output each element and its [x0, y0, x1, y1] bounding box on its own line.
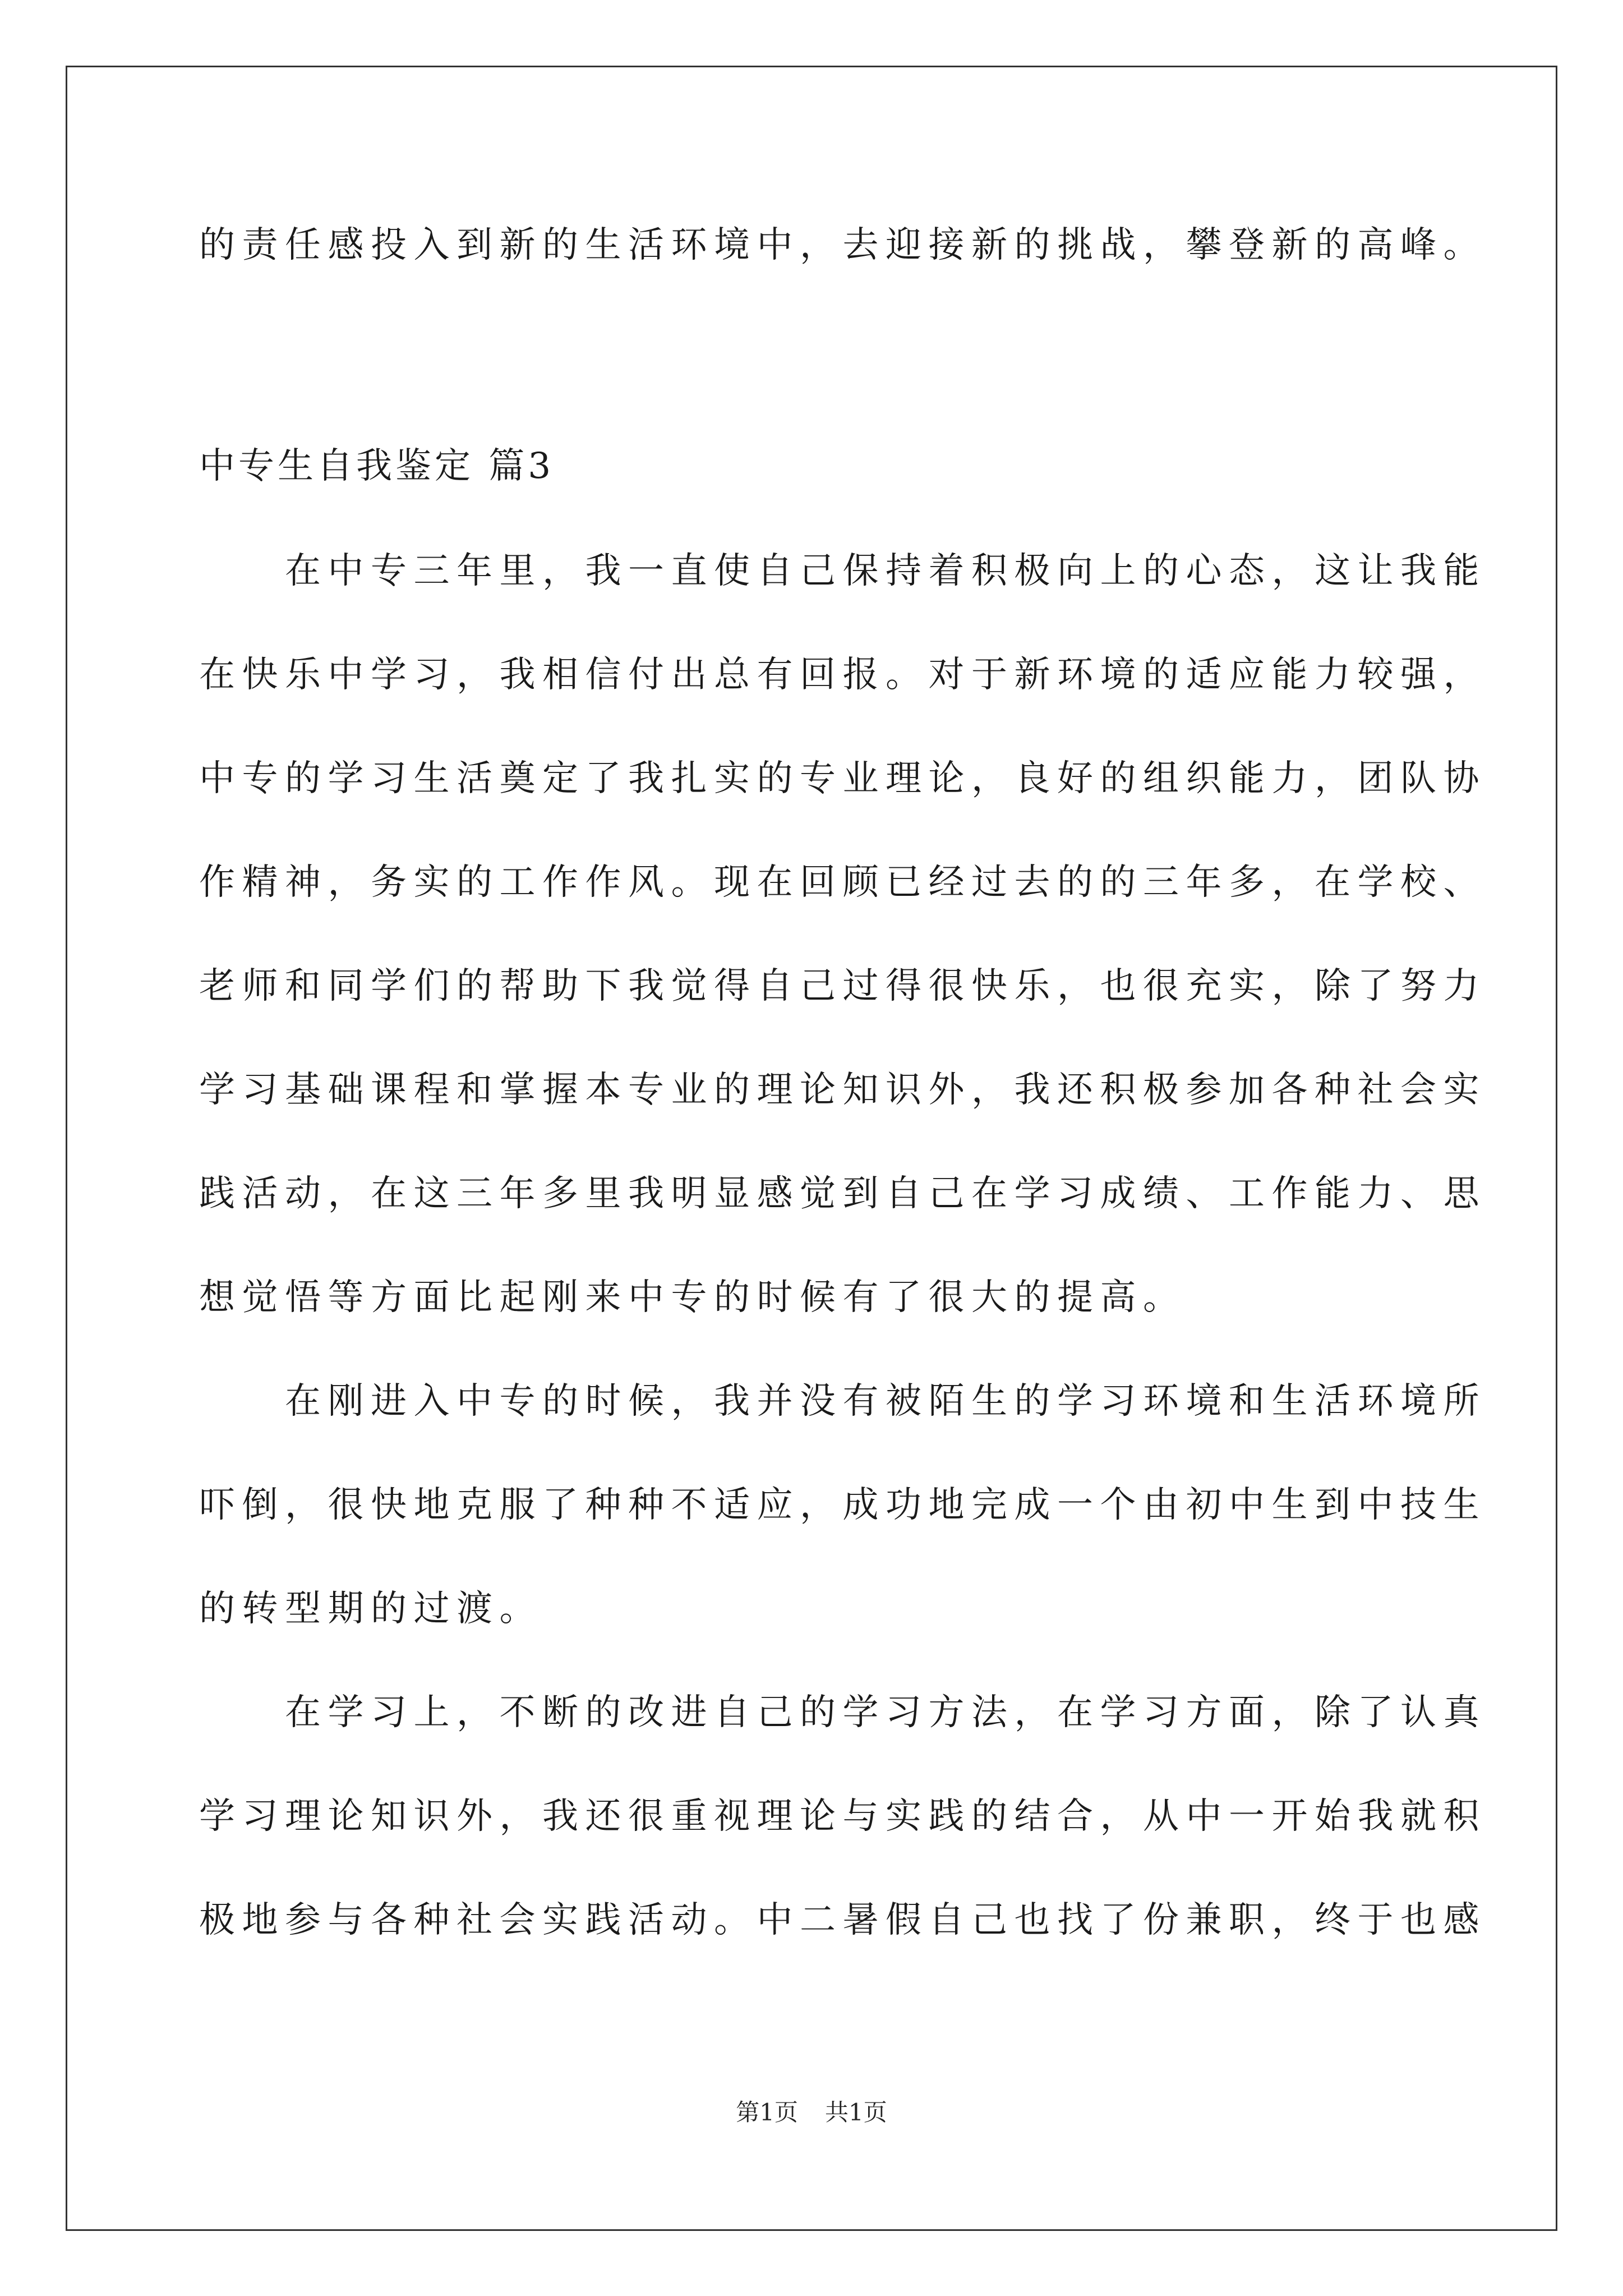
paragraph-line: 吓倒，很快地克服了种种不适应，成功地完成一个由初中生到中技生 [199, 1484, 1486, 1526]
intro-line: 的责任感投入到新的生活环境中，去迎接新的挑战，攀登新的高峰。 [199, 224, 1486, 266]
paragraph-line: 学习基础课程和掌握本专业的理论知识外，我还积极参加各种社会实 [199, 1069, 1486, 1111]
paragraph-line: 想觉悟等方面比起刚来中专的时候有了很大的提高。 [199, 1277, 1186, 1318]
page-total: 共1页 [825, 2099, 887, 2126]
paragraph-line: 中专的学习生活奠定了我扎实的专业理论，良好的组织能力，团队协 [199, 758, 1486, 799]
page-number: 第1页 [736, 2099, 798, 2126]
paragraph-line: 的转型期的过渡。 [199, 1588, 542, 1630]
paragraph-line: 在刚进入中专的时候，我并没有被陌生的学习环境和生活环境所 [199, 1381, 1486, 1422]
paragraph-line: 老师和同学们的帮助下我觉得自己过得很快乐，也很充实，除了努力 [199, 965, 1486, 1007]
paragraph-line: 在中专三年里，我一直使自己保持着积极向上的心态，这让我能 [199, 550, 1486, 592]
paragraph-line: 践活动，在这三年多里我明显感觉到自己在学习成绩、工作能力、思 [199, 1173, 1486, 1214]
paragraph-line: 在快乐中学习，我相信付出总有回报。对于新环境的适应能力较强， [199, 654, 1486, 696]
page-footer [0, 2101, 1623, 2124]
paragraph-line: 学习理论知识外，我还很重视理论与实践的结合，从中一开始我就积 [199, 1796, 1486, 1837]
section-title: 中专生自我鉴定 篇3 [199, 445, 555, 487]
paragraph-line: 作精神，务实的工作作风。现在回顾已经过去的的三年多，在学校、 [199, 862, 1486, 903]
paragraph-line: 极地参与各种社会实践活动。中二暑假自己也找了份兼职，终于也感 [199, 1899, 1486, 1941]
paragraph-line: 在学习上，不断的改进自己的学习方法，在学习方面，除了认真 [199, 1692, 1486, 1733]
